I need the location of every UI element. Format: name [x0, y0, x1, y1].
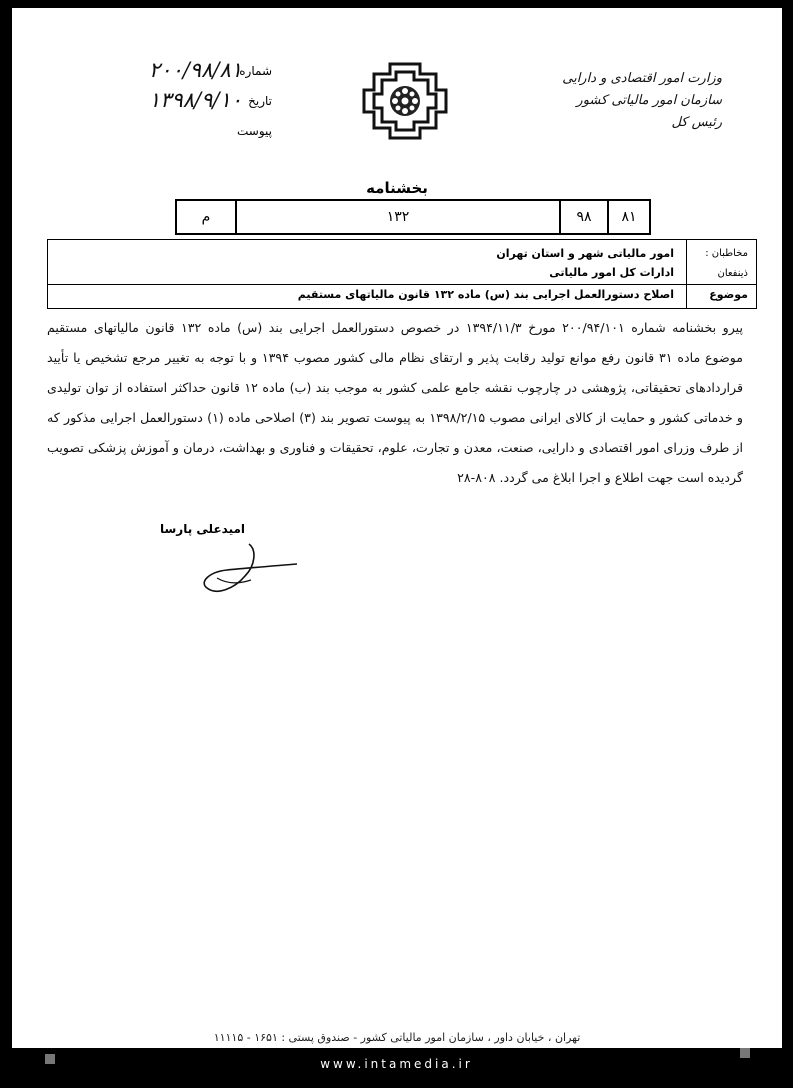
website-url: www.intamedia.ir: [320, 1057, 473, 1071]
recipient-1: امور مالیاتی شهر و استان تهران: [496, 247, 674, 260]
copy-label: ذینفعان: [717, 268, 748, 279]
number-cell-1: ۸۱: [607, 201, 649, 233]
address-divider-horizontal: [48, 284, 756, 285]
position-title: رئیس کل: [671, 115, 722, 130]
letter-body: پیرو بخشنامه شماره ۲۰۰/۹۴/۱۰۱ مورخ ۱۳۹۴/۱۱/۳ در خصوص دستورالعمل اجرایی بند (س) ماده ۱۳۲ قانون مالیاتهای مستقیم موضوع ماده ۳۱ قانون رفع موانع تولید رقابت پذیر و ارتقای نظام مالی کشور مصوب ۱۳۹۴ و با توجه به تغییر مرجع تشخیص یا تأیید قراردادهای تحقیقاتی، پژوهشی در چارچوب نقشه جامع علمی کشور به موجب بند (ب) ماده ۱۲ قانون حداکثر استفاده از توان تولیدی و خدماتی کشور و حمایت از کالای ایرانی مصوب ۱۳۹۸/۲/۱۵ به پیوست تصویر بند (۳) اصلاحی ماده (۱) دستورالعمل اجرایی مذکور که از طرف وزرای امور اقتصادی و دارایی، صنعت، معدن و تجارت، علوم، تحقیقات و فناوری و بهداشت، درمان و آموزش پزشکی تصویب گردیده است جهت اطلاع و اجرا ابلاغ می گردد. ۸۰۸-۲۸: [47, 320, 744, 485]
signature-icon: [187, 538, 302, 608]
recipients-label: مخاطبان :: [705, 248, 748, 259]
letter-page: [12, 8, 782, 1048]
number-cell-3: ۱۳۲: [235, 201, 559, 233]
number-cell-2: ۹۸: [559, 201, 607, 233]
ministry-block: [522, 68, 722, 134]
subject-label: موضوع: [709, 288, 748, 301]
number-label: شماره: [239, 64, 272, 78]
attachment-label: پیوست: [237, 124, 272, 138]
footer-address: تهران ، خیابان داور ، سازمان امور مالیاتی کشور - صندوق پستی : ۱۶۵۱ - ۱۱۱۱۵: [213, 1031, 581, 1044]
document-title: بخشنامه: [366, 179, 428, 197]
signer-name: امیدعلی پارسا: [160, 522, 246, 536]
address-table: [47, 239, 757, 309]
letter-meta: [62, 58, 272, 148]
recipient-2: ادارات کل امور مالیاتی: [549, 266, 674, 279]
date-label: تاریخ: [248, 94, 272, 108]
subject-text: اصلاح دستورالعمل اجرایی بند (س) ماده ۱۳۲ قانون مالیاتهای مستقیم: [297, 288, 674, 301]
ministry-name: وزارت امور اقتصادی و دارایی: [562, 71, 722, 86]
corner-square-left: [45, 1054, 55, 1064]
number-cell-4: م: [201, 209, 211, 225]
corner-square-right: [740, 1048, 750, 1058]
number-value: ۲۰۰/۹۸/۸۱: [148, 58, 242, 82]
circular-number-box: [175, 199, 651, 235]
tax-organization-logo-icon: [360, 60, 450, 142]
address-divider-vertical: [686, 240, 687, 308]
organization-name: سازمان امور مالیاتی کشور: [576, 93, 722, 108]
date-value: ۱۳۹۸/۹/۱۰: [148, 88, 242, 112]
